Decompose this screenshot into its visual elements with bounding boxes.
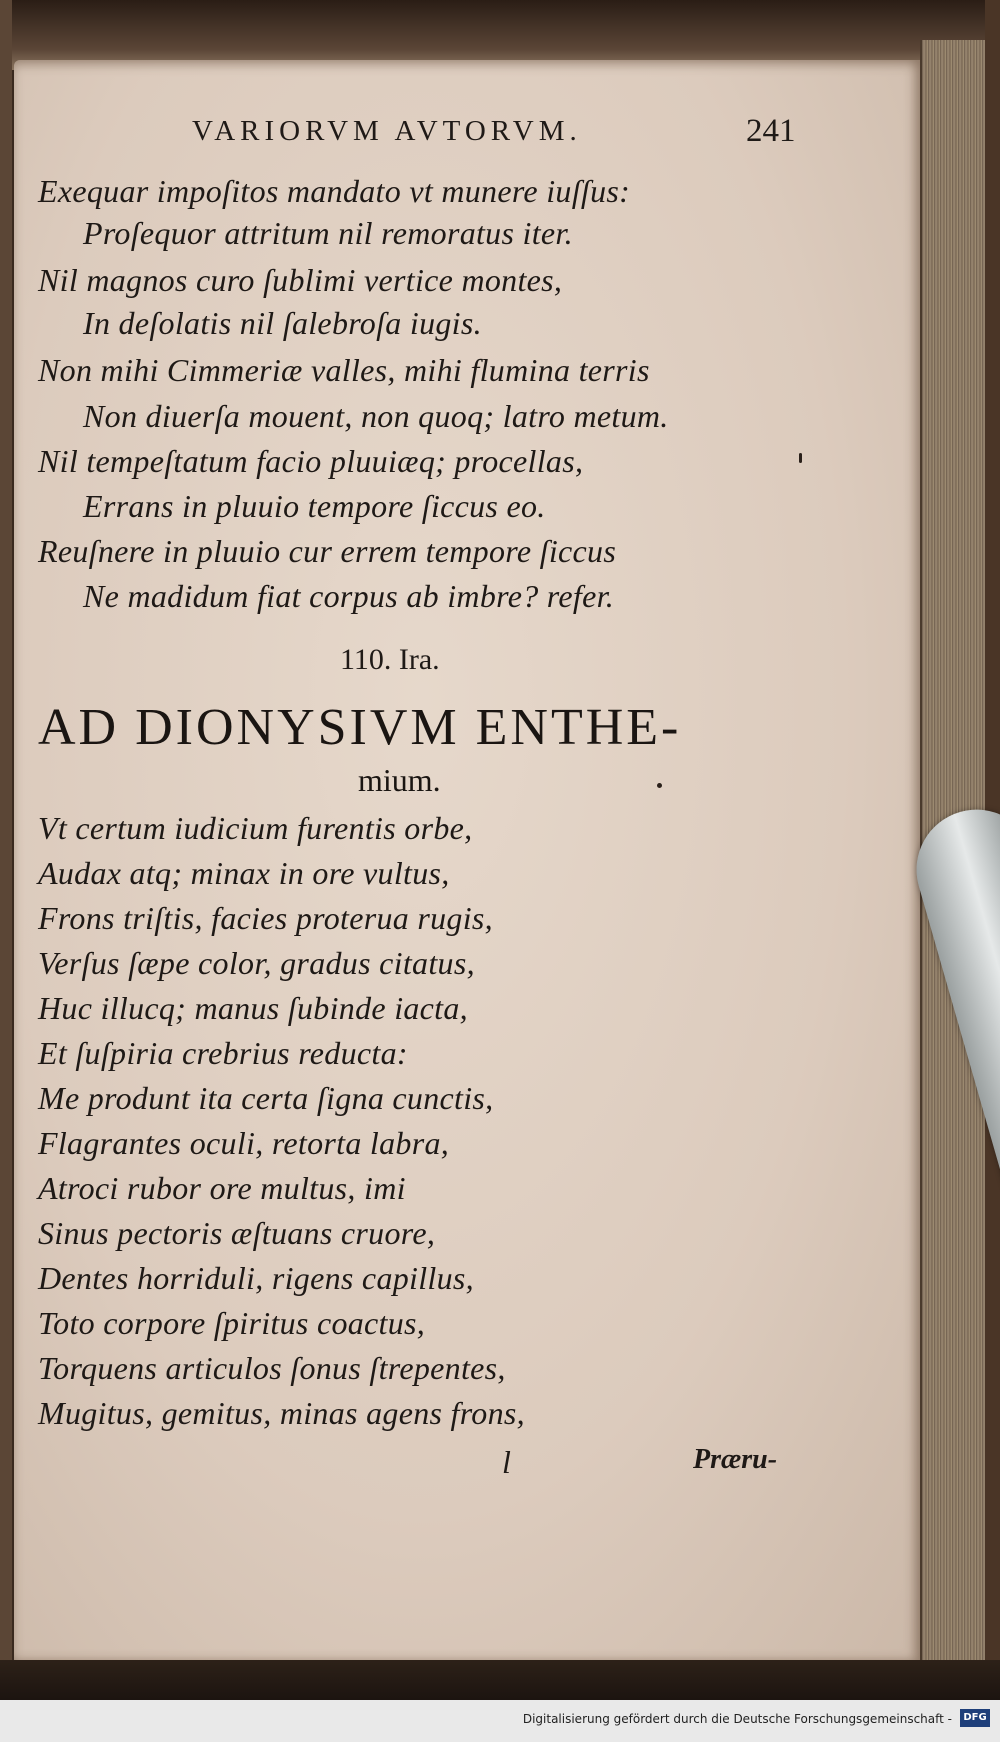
verse-line: Nil tempeſtatum facio pluuiæq; procellas,	[38, 443, 584, 479]
book-bottom-shadow	[0, 1660, 1000, 1700]
ink-speck	[799, 453, 802, 463]
catchword: Præru-	[693, 1444, 778, 1475]
signature-mark: l	[502, 1444, 511, 1480]
poem-title-continuation: mium.	[358, 762, 441, 798]
poem-number: 110. Ira.	[340, 643, 440, 676]
verse-line: Reuſnere in pluuio cur errem tempore ſiccus	[38, 533, 617, 569]
digitization-footer	[0, 1700, 1000, 1742]
funding-credit: Digitalisierung gefördert durch die Deutsche Forschungsgemeinschaft -	[522, 1712, 952, 1726]
verse-line: Vt certum iudicium furentis orbe,	[38, 810, 473, 846]
verse-line: In deſolatis nil ſalebroſa iugis.	[83, 305, 482, 341]
page-header	[0, 115, 1000, 155]
verse-line: Me produnt ita certa ſigna cunctis,	[38, 1080, 494, 1116]
verse-line: Proſequor attritum nil remoratus iter.	[83, 215, 573, 251]
verse-line: Exequar impoſitos mandato vt munere iuſſus:	[38, 173, 631, 209]
dfg-logo-icon: DFG	[960, 1709, 990, 1727]
running-head: VARIORVM AVTORVM.	[192, 115, 582, 147]
verse-line: Errans in pluuio tempore ſiccus eo.	[83, 488, 546, 524]
poem-title: AD DIONYSIVM ENTHE-	[38, 699, 682, 756]
verse-line: Toto corpore ſpiritus coactus,	[38, 1305, 426, 1341]
verse-line: Non diuerſa mouent, non quoq; latro metum.	[83, 398, 669, 434]
page-number: 241	[746, 113, 796, 149]
verse-line: Dentes horriduli, rigens capillus,	[38, 1260, 474, 1296]
ink-speck	[657, 783, 662, 788]
verse-line: Torquens articulos ſonus ſtrepentes,	[38, 1350, 506, 1386]
verse-line: Verſus ſæpe color, gradus citatus,	[38, 945, 475, 981]
verse-line: Et ſuſpiria crebrius reducta:	[38, 1035, 408, 1071]
verse-line: Ne madidum fiat corpus ab imbre? refer.	[83, 578, 615, 614]
verse-line: Audax atq; minax in ore vultus,	[38, 855, 450, 891]
verse-line: Flagrantes oculi, retorta labra,	[38, 1125, 450, 1161]
verse-line: Non mihi Cimmeriæ valles, mihi flumina terris	[38, 352, 650, 388]
verse-line: Nil magnos curo ſublimi vertice montes,	[38, 262, 563, 298]
book-spine-edge	[0, 0, 12, 1742]
verse-line: Mugitus, gemitus, minas agens frons,	[38, 1395, 525, 1431]
verse-line: Sinus pectoris æſtuans cruore,	[38, 1215, 436, 1251]
verse-line: Frons triſtis, facies proterua rugis,	[38, 900, 493, 936]
verse-line: Atroci rubor ore multus, imi	[38, 1170, 406, 1206]
verse-line: Huc illucq; manus ſubinde iacta,	[38, 990, 468, 1026]
